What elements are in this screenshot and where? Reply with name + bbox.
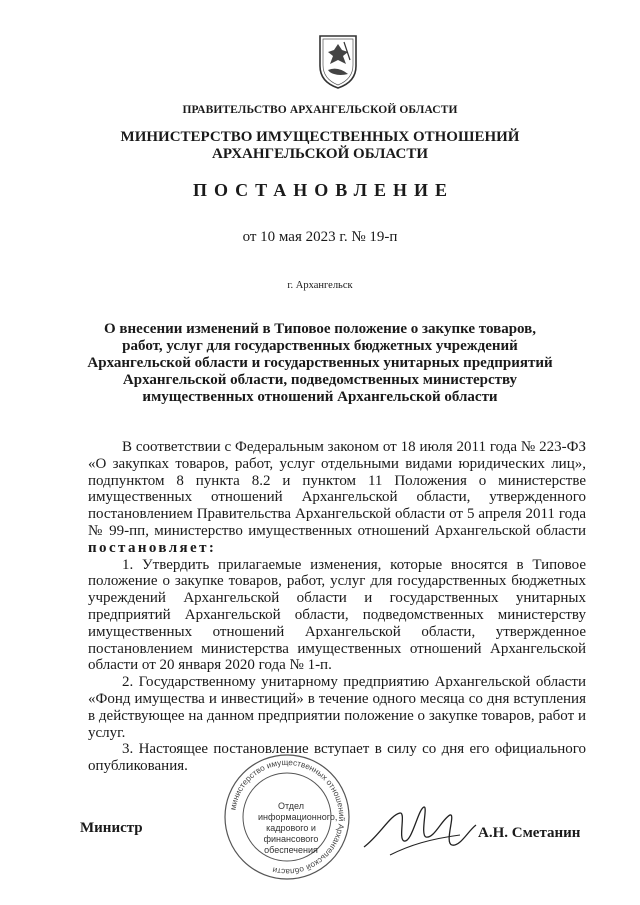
stamp-line: информационного, [258,812,338,822]
item-1-paragraph: 1. Утвердить прилагаемые изменения, которые вносятся в Типовое положение о закупке товаров, работ, услуг для государственных бюджетных учреждений Архангельской области и государственных унитарных предприятий Архангельской области, подведомственных министерству имущественных отношений Архангельской области, утвержденное постановлением министерства имущественных отношений Архангельской области от 20 января 2020 года № 1-п. [88,556,586,674]
signer-name: А.Н. Сметанин [478,825,581,841]
ministry-name [0,129,640,163]
document-type: ПОСТАНОВЛЕНИЕ [192,180,455,200]
preamble-text: В соответствии с Федеральным законом от 18 июля 2011 года № 223-ФЗ «О закупках товаров, работ, услуг отдельными видами юридических лиц», подпунктом 8 пункта 8.2 и пунктом 11 Положения о министерстве имущественных отношений Архангельской области, утвержденного постановлением Правительства Архангельской области от 5 апреля 2011 года № 99-пп, министерство имущественных отношений Архангельской области [88,439,586,539]
preamble-paragraph [88,439,586,557]
stamp-line: финансового [263,834,319,844]
ministry-name-line1: МИНИСТЕРСТВО ИМУЩЕСТВЕННЫХ ОТНОШЕНИЙ [120,129,520,145]
item-2-paragraph: 2. Государственному унитарному предприятию Архангельской области «Фонд имущества и инвестиций» в течение одного месяца со дня вступления в действующее на данном предприятии положение о закупке товаров, работ и услуг. [88,674,586,741]
document-subject [0,321,640,406]
stamp-line: кадрового и [266,823,316,833]
stamp-line: Отдел [277,801,305,811]
decides-keyword: постановляет: [88,539,217,556]
subject-line: Архангельской области, подведомственных министерству [122,372,518,388]
subject-line: имущественных отношений Архангельской области [142,389,498,405]
subject-line: О внесении изменений в Типовое положение о закупке товаров, [103,321,537,337]
handwritten-signature [360,795,480,865]
stamp-line: обеспечения [264,845,318,855]
stamp-ring-text: министерство имущественных отношений Архангельской области [228,757,347,877]
ministry-name-line2: АРХАНГЕЛЬСКОЙ ОБЛАСТИ [212,146,428,162]
document-city: г. Архангельск [287,280,353,291]
subject-line: работ, услуг для государственных бюджетных учреждений [122,338,518,354]
signer-position: Министр [80,820,143,836]
coat-of-arms-emblem [314,30,362,90]
item-3-paragraph: 3. Настоящее постановление вступает в силу со дня его официального опубликования. [88,741,586,775]
document-body [88,439,586,775]
document-date-number: от 10 мая 2023 г. № 19-п [242,229,398,245]
stamp-center-text [258,801,338,856]
subject-line: Архангельской области и государственных унитарных предприятий [87,355,553,371]
government-name: ПРАВИТЕЛЬСТВО АРХАНГЕЛЬСКОЙ ОБЛАСТИ [182,104,458,116]
